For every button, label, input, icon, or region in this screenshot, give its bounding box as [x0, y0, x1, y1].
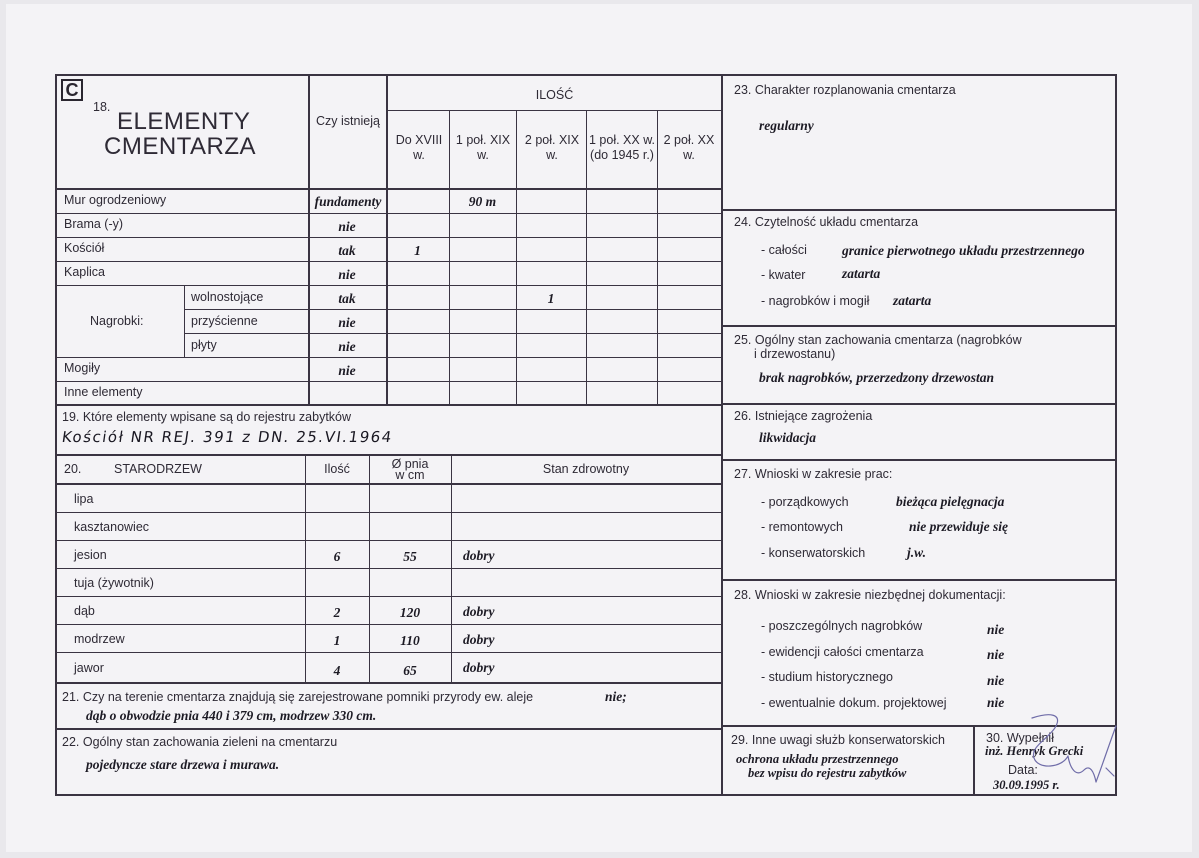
tree-health: dobry: [463, 548, 495, 563]
tree-name: dąb: [74, 604, 95, 618]
grid-line: [516, 110, 517, 405]
q25-label-line1: 25. Ogólny stan zachowania cmentarza (nagrobków: [734, 333, 1022, 347]
q22-label: 22. Ogólny stan zachowania zieleni na cmentarzu: [62, 735, 338, 749]
grid-line: [57, 682, 721, 684]
grid-line: [57, 381, 721, 382]
col-count-header: Ilość: [324, 462, 350, 476]
q20-number: 20.: [64, 462, 82, 476]
row-label: Kościół: [64, 241, 105, 255]
tree-count: 1: [333, 633, 341, 648]
grid-line: [184, 285, 185, 357]
tree-name: modrzew: [74, 632, 125, 646]
tombstones-group-label: Nagrobki:: [90, 314, 144, 328]
q27-item-label: - remontowych: [761, 520, 843, 534]
q21-label: 21. Czy na terenie cmentarza znajdują się zarejestrowane pomniki przyrody ew. aleje: [62, 690, 534, 704]
period-header: 2 poł. XX w.: [663, 133, 715, 162]
period-header: 1 poł. XX w. (do 1945 r.): [589, 133, 656, 162]
grid-line: [586, 110, 587, 405]
grid-line: [57, 512, 721, 513]
q24-label: 24. Czytelność układu cmentarza: [734, 215, 919, 229]
grid-line: [57, 652, 721, 653]
row-label: Kaplica: [64, 265, 105, 279]
q28-item-value: nie: [987, 673, 1005, 688]
grid-line: [57, 213, 721, 214]
q20-title: STARODRZEW: [114, 462, 202, 476]
grid-line: [57, 454, 721, 456]
exists-value: nie: [338, 363, 356, 378]
q28-item-value: nie: [987, 622, 1005, 637]
q29-answer-line1: ochrona układu przestrzennego: [736, 752, 899, 766]
q24-item-label: - kwater: [761, 268, 806, 282]
exists-value: fundamenty: [314, 194, 382, 209]
row-label: płyty: [191, 338, 217, 352]
q19-label: 19. Które elementy wpisane są do rejestru zabytków: [62, 410, 352, 424]
grid-line: [973, 725, 975, 796]
column-divider: [721, 74, 723, 796]
grid-line: [57, 357, 721, 358]
q27-item-value: bieżąca pielęgnacja: [896, 494, 1005, 509]
q28-item-label: - ewidencji całości cmentarza: [761, 645, 924, 659]
tree-diameter: 65: [403, 663, 417, 678]
tree-health: dobry: [463, 604, 495, 619]
grid-line: [723, 403, 1116, 405]
tree-name: lipa: [74, 492, 94, 506]
grid-line: [723, 325, 1116, 327]
q26-label: 26. Istniejące zagrożenia: [734, 409, 873, 423]
row-label: Inne elementy: [64, 385, 143, 399]
grid-line: [57, 285, 721, 286]
col-health-header: Stan zdrowotny: [542, 462, 630, 476]
q24-item-value: zatarta: [842, 266, 881, 281]
q27-label: 27. Wnioski w zakresie prac:: [734, 467, 893, 481]
col-quantity-header: ILOŚĆ: [535, 88, 574, 102]
q19-handwritten-answer: Kościół NR REJ. 391 z DN. 25.VI.1964: [60, 428, 395, 446]
row-label: przyścienne: [191, 314, 258, 328]
q28-item-value: nie: [987, 647, 1005, 662]
grid-line: [57, 540, 721, 541]
period-header: 2 poł. XIX w.: [524, 133, 580, 162]
row-label: Mur ogrodzeniowy: [64, 193, 167, 207]
tree-diameter: 110: [400, 633, 420, 648]
q30-label: 30. Wypełnił: [986, 731, 1054, 745]
q27-item-label: - konserwatorskich: [761, 546, 866, 560]
handwritten-signature: [1010, 712, 1120, 792]
quantity-value: 1: [547, 291, 555, 306]
exists-value: tak: [338, 291, 356, 306]
grid-line: [57, 728, 721, 730]
grid-line: [723, 459, 1116, 461]
q28-item-label: - ewentualnie dokum. projektowej: [761, 696, 947, 710]
row-label: Mogiły: [64, 361, 101, 375]
q29-answer-line2: bez wpisu do rejestru zabytków: [748, 766, 907, 780]
grid-line: [57, 404, 721, 406]
grid-line: [386, 74, 388, 405]
grid-line: [57, 483, 721, 485]
q21-answer-2: dąb o obwodzie pnia 440 i 379 cm, modrzew 330 cm.: [86, 708, 377, 723]
tree-health: dobry: [463, 660, 495, 675]
grid-line: [723, 579, 1116, 581]
tree-diameter: 55: [403, 549, 417, 564]
q22-answer: pojedyncze stare drzewa i murawa.: [86, 757, 280, 772]
q27-item-label: - porządkowych: [761, 495, 849, 509]
tree-count: 2: [333, 605, 341, 620]
q28-item-value: nie: [987, 695, 1005, 710]
grid-line: [57, 624, 721, 625]
period-header: Do XVIII w.: [395, 133, 443, 162]
q24-item-value: zatarta: [893, 293, 932, 308]
q25-answer: brak nagrobków, przerzedzony drzewostan: [759, 370, 995, 385]
q30-name: inż. Henryk Grecki: [985, 744, 1084, 758]
exists-value: nie: [338, 339, 356, 354]
row-label: wolnostojące: [191, 290, 264, 304]
grid-line: [388, 110, 721, 111]
exists-value: nie: [338, 315, 356, 330]
q26-answer: likwidacja: [759, 430, 816, 445]
period-header: 1 poł. XIX w.: [455, 133, 511, 162]
tree-name: jawor: [74, 661, 104, 675]
q28-item-label: - poszczególnych nagrobków: [761, 619, 923, 633]
section-18-title-line1: ELEMENTY: [117, 108, 251, 135]
quantity-value: 90 m: [468, 194, 497, 209]
col-diameter-unit: w cm: [395, 468, 425, 482]
tree-diameter: 120: [399, 605, 421, 620]
section-18-number: 18.: [93, 100, 111, 114]
grid-line: [723, 209, 1116, 211]
tree-name: jesion: [74, 548, 107, 562]
grid-line: [184, 333, 721, 334]
q30-date: 30.09.1995 r.: [993, 778, 1060, 792]
q24-item-value: granice pierwotnego układu przestrzennego: [842, 243, 1085, 258]
q27-item-value: nie przewiduje się: [909, 519, 1009, 534]
grid-line: [57, 261, 721, 262]
q25-label-line2: i drzewostanu): [754, 347, 836, 361]
section-letter: C: [61, 79, 83, 101]
grid-line: [57, 596, 721, 597]
q30-date-label: Data:: [1008, 763, 1038, 777]
col-diameter-header: Ø pnia: [391, 457, 429, 471]
q28-label: 28. Wnioski w zakresie niezbędnej dokumentacji:: [734, 588, 1006, 602]
q24-item-label: - całości: [761, 243, 807, 257]
grid-line: [57, 568, 721, 569]
grid-line: [184, 309, 721, 310]
q29-label: 29. Inne uwagi służb konserwatorskich: [731, 733, 946, 747]
quantity-value: 1: [414, 243, 421, 258]
grid-line: [57, 188, 721, 190]
exists-value: nie: [338, 267, 356, 282]
row-label: Brama (-y): [64, 217, 124, 231]
q27-item-value: j.w.: [907, 545, 927, 560]
tree-name: tuja (żywotnik): [74, 576, 154, 590]
q28-item-label: - studium historycznego: [761, 670, 894, 684]
q24-item-label: - nagrobków i mogił: [761, 294, 870, 308]
section-18-title-line2: CMENTARZA: [104, 133, 257, 160]
q21-answer-1: nie;: [605, 689, 627, 704]
tree-name: kasztanowiec: [74, 520, 150, 534]
tree-count: 6: [333, 549, 341, 564]
q23-answer: regularny: [759, 118, 814, 133]
col-exists-header: Czy istnieją: [316, 114, 380, 128]
exists-value: nie: [338, 219, 356, 234]
tree-count: 4: [333, 663, 341, 678]
grid-line: [449, 110, 450, 405]
grid-line: [657, 110, 658, 405]
tree-health: dobry: [463, 632, 495, 647]
exists-value: tak: [338, 243, 356, 258]
grid-line: [57, 237, 721, 238]
q23-label: 23. Charakter rozplanowania cmentarza: [734, 83, 956, 97]
